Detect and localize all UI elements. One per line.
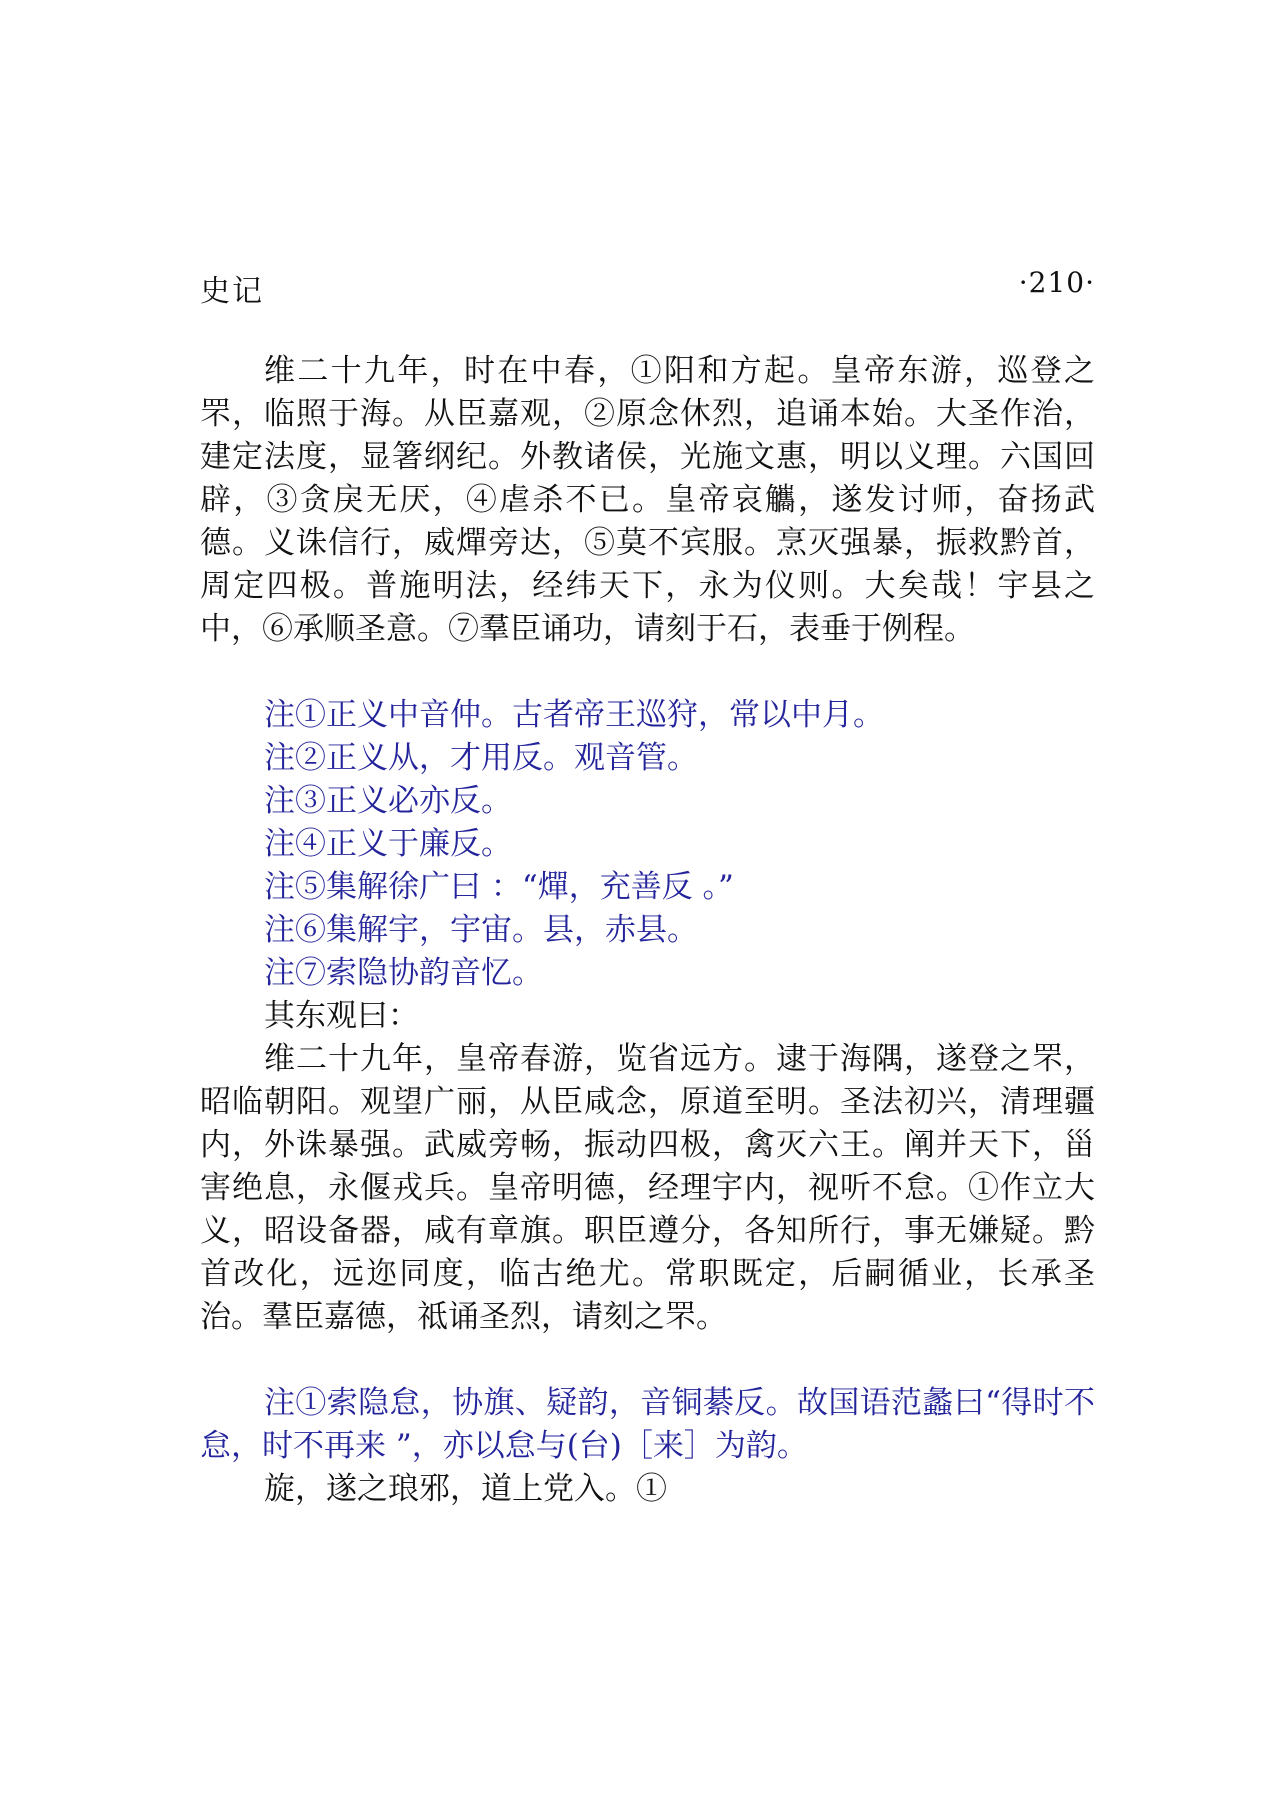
paragraph-gap bbox=[200, 651, 1095, 694]
footnote-1: 注①正义中音仲。古者帝王巡狩，常以中月。 bbox=[264, 697, 884, 733]
body-paragraph: 旋，遂之琅邪，道上党入。① bbox=[264, 1471, 667, 1507]
footnote-7: 注⑦索隐协韵音忆。 bbox=[264, 955, 543, 991]
body-paragraph: 维二十九年，时在中春，①阳和方起。皇帝东游，巡登之罘，临照于海。从臣嘉观，②原念休烈，追诵本始。大圣作治，建定法度，显箸纲纪。外教诸侯，光施文惠，明以义理。六国回辟，③贪戾无厌，④虐杀不已。皇帝哀觿，遂发讨师，奋扬武德。义诛信行，威燀旁达，⑤莫不宾服。烹灭强暴，振救黔首，周定四极。普施明法，经纬天下，永为仪则。大矣哉！宇县之中，⑥承顺圣意。⑦羣臣诵功，请刻于石，表垂于例程。 bbox=[200, 353, 1095, 647]
page-header bbox=[200, 266, 1095, 309]
book-title: 史记 bbox=[200, 274, 264, 309]
footnote-3: 注③正义必亦反。 bbox=[264, 783, 512, 819]
body-paragraph: 维二十九年，皇帝春游，览省远方。逮于海隅，遂登之罘，昭临朝阳。观望广丽，从臣咸念，原道至明。圣法初兴，清理疆内，外诛暴强。武威旁畅，振动四极，禽灭六王。阐并天下，甾害绝息，永偃戎兵。皇帝明德，经理宇内，视听不怠。①作立大义，昭设备器，咸有章旗。职臣遵分，各知所行，事无嫌疑。黔首改化，远迩同度，临古绝尤。常职既定，后嗣循业，长承圣治。羣臣嘉德，祗诵圣烈，请刻之罘。 bbox=[200, 1041, 1095, 1335]
paragraph-gap bbox=[200, 1339, 1095, 1382]
footnote-5: 注⑤集解徐广曰 ：“燀，充善反 。” bbox=[264, 869, 734, 905]
footnote-1: 注①索隐怠，协旗、疑韵，音铜綦反。故国语范蠡曰“得时不怠，时不再来 ”，亦以怠与(台)［来］为韵。 bbox=[200, 1385, 1095, 1464]
page-body bbox=[200, 350, 1095, 1511]
footnote-6: 注⑥集解宇，宇宙。县，赤县。 bbox=[264, 912, 698, 948]
page-number: ·210· bbox=[1018, 266, 1095, 299]
footnote-4: 注④正义于廉反。 bbox=[264, 826, 512, 862]
body-paragraph: 其东观曰： bbox=[264, 998, 419, 1034]
footnote-2: 注②正义从，才用反。观音管。 bbox=[264, 740, 698, 776]
